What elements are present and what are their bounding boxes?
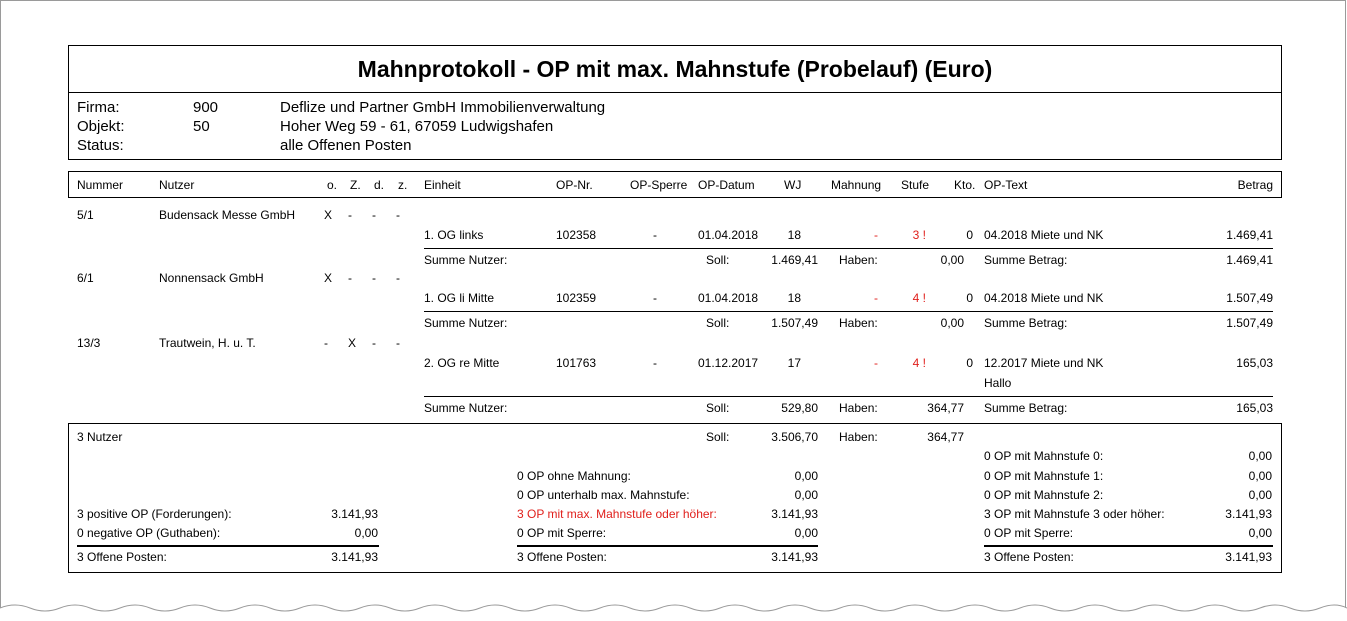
- summary-right-value: 0,00: [1248, 449, 1272, 463]
- op-text: 12.2017 Miete und NK: [984, 356, 1104, 370]
- summary-left-label: 3 positive OP (Forderungen):: [77, 507, 232, 521]
- op-einheit: 2. OG re Mitte: [424, 356, 500, 370]
- header-divider: [68, 92, 1282, 93]
- summary-middle-label: 0 OP mit Sperre:: [517, 526, 607, 540]
- nutzer-nummer: 6/1: [77, 271, 94, 285]
- right-total-rule: [984, 545, 1273, 547]
- col-mahnung: Mahnung: [831, 178, 882, 192]
- summary-nutzer-count: 3 Nutzer: [77, 430, 123, 444]
- col-betrag: Betrag: [1237, 178, 1273, 192]
- group-sum-rule: [424, 311, 1273, 312]
- nutzer-flag: X: [324, 208, 333, 222]
- op-text-line2: Hallo: [984, 376, 1012, 390]
- summary-right-value: 0,00: [1248, 488, 1272, 502]
- summe-betrag-label: Summe Betrag:: [984, 401, 1068, 415]
- summary-middle-value: 3.141,93: [771, 507, 818, 521]
- col-optext: OP-Text: [984, 178, 1028, 192]
- nutzer-flag: X: [324, 271, 333, 285]
- summe-haben-value: 0,00: [940, 253, 964, 267]
- col-kto: Kto.: [954, 178, 976, 192]
- nutzer-flag: X: [348, 336, 357, 350]
- summary-haben-label: Haben:: [839, 430, 878, 444]
- info-code-firma: 900: [193, 99, 219, 116]
- summe-haben-value: 0,00: [940, 316, 964, 330]
- op-text: 04.2018 Miete und NK: [984, 228, 1104, 242]
- op-einheit: 1. OG links: [424, 228, 484, 242]
- summary-left-label: 0 negative OP (Guthaben):: [77, 526, 221, 540]
- summe-soll-label: Soll:: [706, 316, 730, 330]
- right-total-value: 3.141,93: [1225, 550, 1272, 564]
- torn-page-edge: [0, 596, 1347, 621]
- op-sperre: -: [653, 228, 657, 242]
- op-betrag: 1.507,49: [1226, 291, 1273, 305]
- summary-haben-value: 364,77: [927, 430, 964, 444]
- summary-right-label: 0 OP mit Mahnstufe 1:: [984, 469, 1104, 483]
- nutzer-flag: -: [348, 208, 352, 222]
- summary-left-value: 0,00: [354, 526, 378, 540]
- col-datum: OP-Datum: [698, 178, 755, 192]
- summe-betrag-value: 1.507,49: [1226, 316, 1273, 330]
- col-stufe: Stufe: [901, 178, 930, 192]
- summary-right-label: 0 OP mit Mahnstufe 2:: [984, 488, 1104, 502]
- op-einheit: 1. OG li Mitte: [424, 291, 495, 305]
- op-kto: 0: [966, 291, 973, 305]
- summe-soll-value: 1.469,41: [771, 253, 818, 267]
- summe-betrag-label: Summe Betrag:: [984, 316, 1068, 330]
- info-label-firma: Firma:: [77, 99, 120, 116]
- col-d: d.: [374, 178, 385, 192]
- nutzer-flag: -: [396, 271, 400, 285]
- info-value-objekt: Hoher Weg 59 - 61, 67059 Ludwigshafen: [280, 118, 554, 135]
- op-stufe: 3 !: [912, 228, 926, 242]
- summary-middle-label: 0 OP ohne Mahnung:: [517, 469, 631, 483]
- op-wj: 18: [787, 228, 801, 242]
- col-wj: WJ: [784, 178, 802, 192]
- op-sperre: -: [653, 356, 657, 370]
- summe-haben-label: Haben:: [839, 401, 878, 415]
- summe-soll-value: 1.507,49: [771, 316, 818, 330]
- col-sperre: OP-Sperre: [630, 178, 688, 192]
- summe-nutzer-label: Summe Nutzer:: [424, 253, 508, 267]
- summary-right-label: 0 OP mit Sperre:: [984, 526, 1074, 540]
- info-label-status: Status:: [77, 137, 124, 154]
- summe-haben-value: 364,77: [927, 401, 964, 415]
- nutzer-name: Nonnensack GmbH: [159, 271, 264, 285]
- op-text: 04.2018 Miete und NK: [984, 291, 1104, 305]
- summe-soll-label: Soll:: [706, 401, 730, 415]
- summe-betrag-label: Summe Betrag:: [984, 253, 1068, 267]
- summary-right-value: 0,00: [1248, 469, 1272, 483]
- op-wj: 18: [787, 291, 801, 305]
- summary-middle-value: 0,00: [794, 488, 818, 502]
- op-datum: 01.04.2018: [698, 291, 759, 305]
- info-code-objekt: 50: [193, 118, 210, 135]
- col-o: o.: [327, 178, 338, 192]
- col-nutzer: Nutzer: [159, 178, 195, 192]
- info-value-firma: Deflize und Partner GmbH Immobilienverwaltung: [280, 99, 606, 116]
- summary-right-value: 3.141,93: [1225, 507, 1272, 521]
- nutzer-flag: -: [372, 336, 376, 350]
- group-sum-rule: [424, 248, 1273, 249]
- nutzer-flag: -: [372, 208, 376, 222]
- left-total-value: 3.141,93: [331, 550, 378, 564]
- nutzer-flag: -: [348, 271, 352, 285]
- nutzer-flag: -: [324, 336, 328, 350]
- op-nummer: 101763: [556, 356, 597, 370]
- summary-middle-label: 3 OP mit max. Mahnstufe oder höher:: [517, 507, 717, 521]
- summary-middle-label: 0 OP unterhalb max. Mahnstufe:: [517, 488, 690, 502]
- middle-total-rule: [517, 545, 818, 547]
- op-datum: 01.12.2017: [698, 356, 759, 370]
- op-betrag: 165,03: [1236, 356, 1273, 370]
- op-mahnung: -: [874, 291, 878, 305]
- col-opnr: OP-Nr.: [556, 178, 593, 192]
- op-nummer: 102359: [556, 291, 597, 305]
- summe-soll-label: Soll:: [706, 253, 730, 267]
- col-einheit: Einheit: [424, 178, 461, 192]
- op-betrag: 1.469,41: [1226, 228, 1273, 242]
- summary-soll-value: 3.506,70: [771, 430, 818, 444]
- report-title: Mahnprotokoll - OP mit max. Mahnstufe (Probelauf) (Euro): [357, 56, 993, 82]
- op-mahnung: -: [874, 356, 878, 370]
- nutzer-flag: -: [396, 336, 400, 350]
- nutzer-name: Trautwein, H. u. T.: [159, 336, 256, 350]
- col-nummer: Nummer: [77, 178, 124, 192]
- op-mahnung: -: [874, 228, 878, 242]
- right-total-label: 3 Offene Posten:: [984, 550, 1074, 564]
- summe-nutzer-label: Summe Nutzer:: [424, 316, 508, 330]
- nutzer-flag: -: [372, 271, 376, 285]
- summe-haben-label: Haben:: [839, 253, 878, 267]
- col-zz: z.: [398, 178, 408, 192]
- nutzer-flag: -: [396, 208, 400, 222]
- summary-soll-label: Soll:: [706, 430, 730, 444]
- op-wj: 17: [787, 356, 801, 370]
- summe-nutzer-label: Summe Nutzer:: [424, 401, 508, 415]
- col-z: Z.: [350, 178, 361, 192]
- summary-right-label: 0 OP mit Mahnstufe 0:: [984, 449, 1104, 463]
- op-kto: 0: [966, 228, 973, 242]
- info-label-objekt: Objekt:: [77, 118, 125, 135]
- info-value-status: alle Offenen Posten: [280, 137, 412, 154]
- middle-total-label: 3 Offene Posten:: [517, 550, 607, 564]
- summary-right-value: 0,00: [1248, 526, 1272, 540]
- summe-betrag-value: 1.469,41: [1226, 253, 1273, 267]
- op-kto: 0: [966, 356, 973, 370]
- left-total-rule: [77, 545, 379, 547]
- op-nummer: 102358: [556, 228, 597, 242]
- summary-right-label: 3 OP mit Mahnstufe 3 oder höher:: [984, 507, 1165, 521]
- op-stufe: 4 !: [912, 356, 926, 370]
- summary-middle-value: 0,00: [794, 469, 818, 483]
- group-sum-rule: [424, 396, 1273, 397]
- op-sperre: -: [653, 291, 657, 305]
- nutzer-nummer: 13/3: [77, 336, 101, 350]
- summe-soll-value: 529,80: [781, 401, 818, 415]
- left-total-label: 3 Offene Posten:: [77, 550, 167, 564]
- op-stufe: 4 !: [912, 291, 926, 305]
- summary-left-value: 3.141,93: [331, 507, 378, 521]
- middle-total-value: 3.141,93: [771, 550, 818, 564]
- nutzer-nummer: 5/1: [77, 208, 94, 222]
- nutzer-name: Budensack Messe GmbH: [159, 208, 296, 222]
- op-datum: 01.04.2018: [698, 228, 759, 242]
- summe-haben-label: Haben:: [839, 316, 878, 330]
- summe-betrag-value: 165,03: [1236, 401, 1273, 415]
- summary-middle-value: 0,00: [794, 526, 818, 540]
